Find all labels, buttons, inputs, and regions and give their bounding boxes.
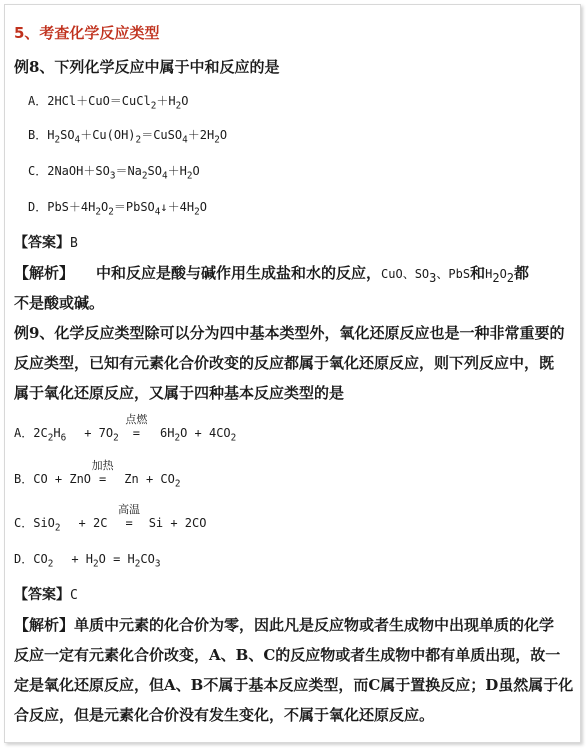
- example9-question-line1: 例9、化学反应类型除可以分为四中基本类型外，氧化还原反应也是一种非常重要的: [14, 324, 565, 342]
- example8-question: 例8、下列化学反应中属于中和反应的是: [14, 58, 280, 76]
- example9-answer: 【答案】C: [14, 587, 78, 603]
- example9-analysis-line3: 定是氧化还原反应，但A、B不属于基本反应类型，而C属于置换反应；D虽然属于化: [14, 676, 574, 694]
- example8-option-a: A．$2HCl+CuO=CuCl_2+H_2O$: [28, 94, 189, 112]
- section-title: 5、考查化学反应类型: [14, 24, 160, 42]
- example9-option-a: A．$2C_2H_6 + 7O_2$ 点燃 = $6H_2O + 4CO_2$: [14, 413, 237, 444]
- reaction-condition-ignite: 点燃: [125, 413, 148, 426]
- example9-option-b: B．CO + ZnO 加热 = $Zn + CO_2$: [14, 459, 181, 490]
- reaction-condition-heat: 加热: [91, 459, 114, 472]
- example9-analysis-line4: 合反应，但是元素化合价没有发生变化，不属于氧化还原反应。: [14, 706, 435, 724]
- example9-analysis-line1: 【解析】单质中元素的化合价为零，因此凡是反应物或者生成物中出现单质的化学: [14, 616, 555, 634]
- example8-answer: 【答案】B: [14, 235, 78, 251]
- example8-answer-value: B: [70, 236, 78, 251]
- example9-option-d: D．$CO_2 + H_2O = H_2CO_3$: [14, 552, 161, 570]
- example9-answer-value: C: [70, 588, 78, 603]
- example8-option-c: C．$2NaOH+SO_3=Na_2SO_4+H_2O$: [28, 164, 200, 182]
- example9-question-line3: 属于氧化还原反应，又属于四种基本反应类型的是: [14, 384, 345, 402]
- example9-analysis-line2: 反应一定有元素化合价改变，A、B、C的反应物或者生成物中都有单质出现，故一: [14, 646, 561, 664]
- example9-option-c: C．SiO$_2$ + 2C 高温 = Si + 2CO: [14, 503, 207, 534]
- example9-question-line2: 反应类型，已知有元素化合价改变的反应都属于氧化还原反应，则下列反应中，既: [14, 354, 555, 372]
- reaction-condition-high-temp: 高温: [118, 503, 141, 516]
- example8-option-b: B．$H_2SO_4+Cu(OH)_2=CuSO_4+2H_2O$: [28, 128, 228, 146]
- example8-option-d: D．$PbS+4H_2O_2=PbSO_4↓+4H_2O$: [28, 200, 207, 218]
- example8-analysis: 【解析】 中和反应是酸与碱作用生成盐和水的反应，CuO、$SO_3$、PbS和$H_2O_2$都: [14, 264, 530, 286]
- example8-analysis-line2: 不是酸或碱。: [14, 294, 105, 312]
